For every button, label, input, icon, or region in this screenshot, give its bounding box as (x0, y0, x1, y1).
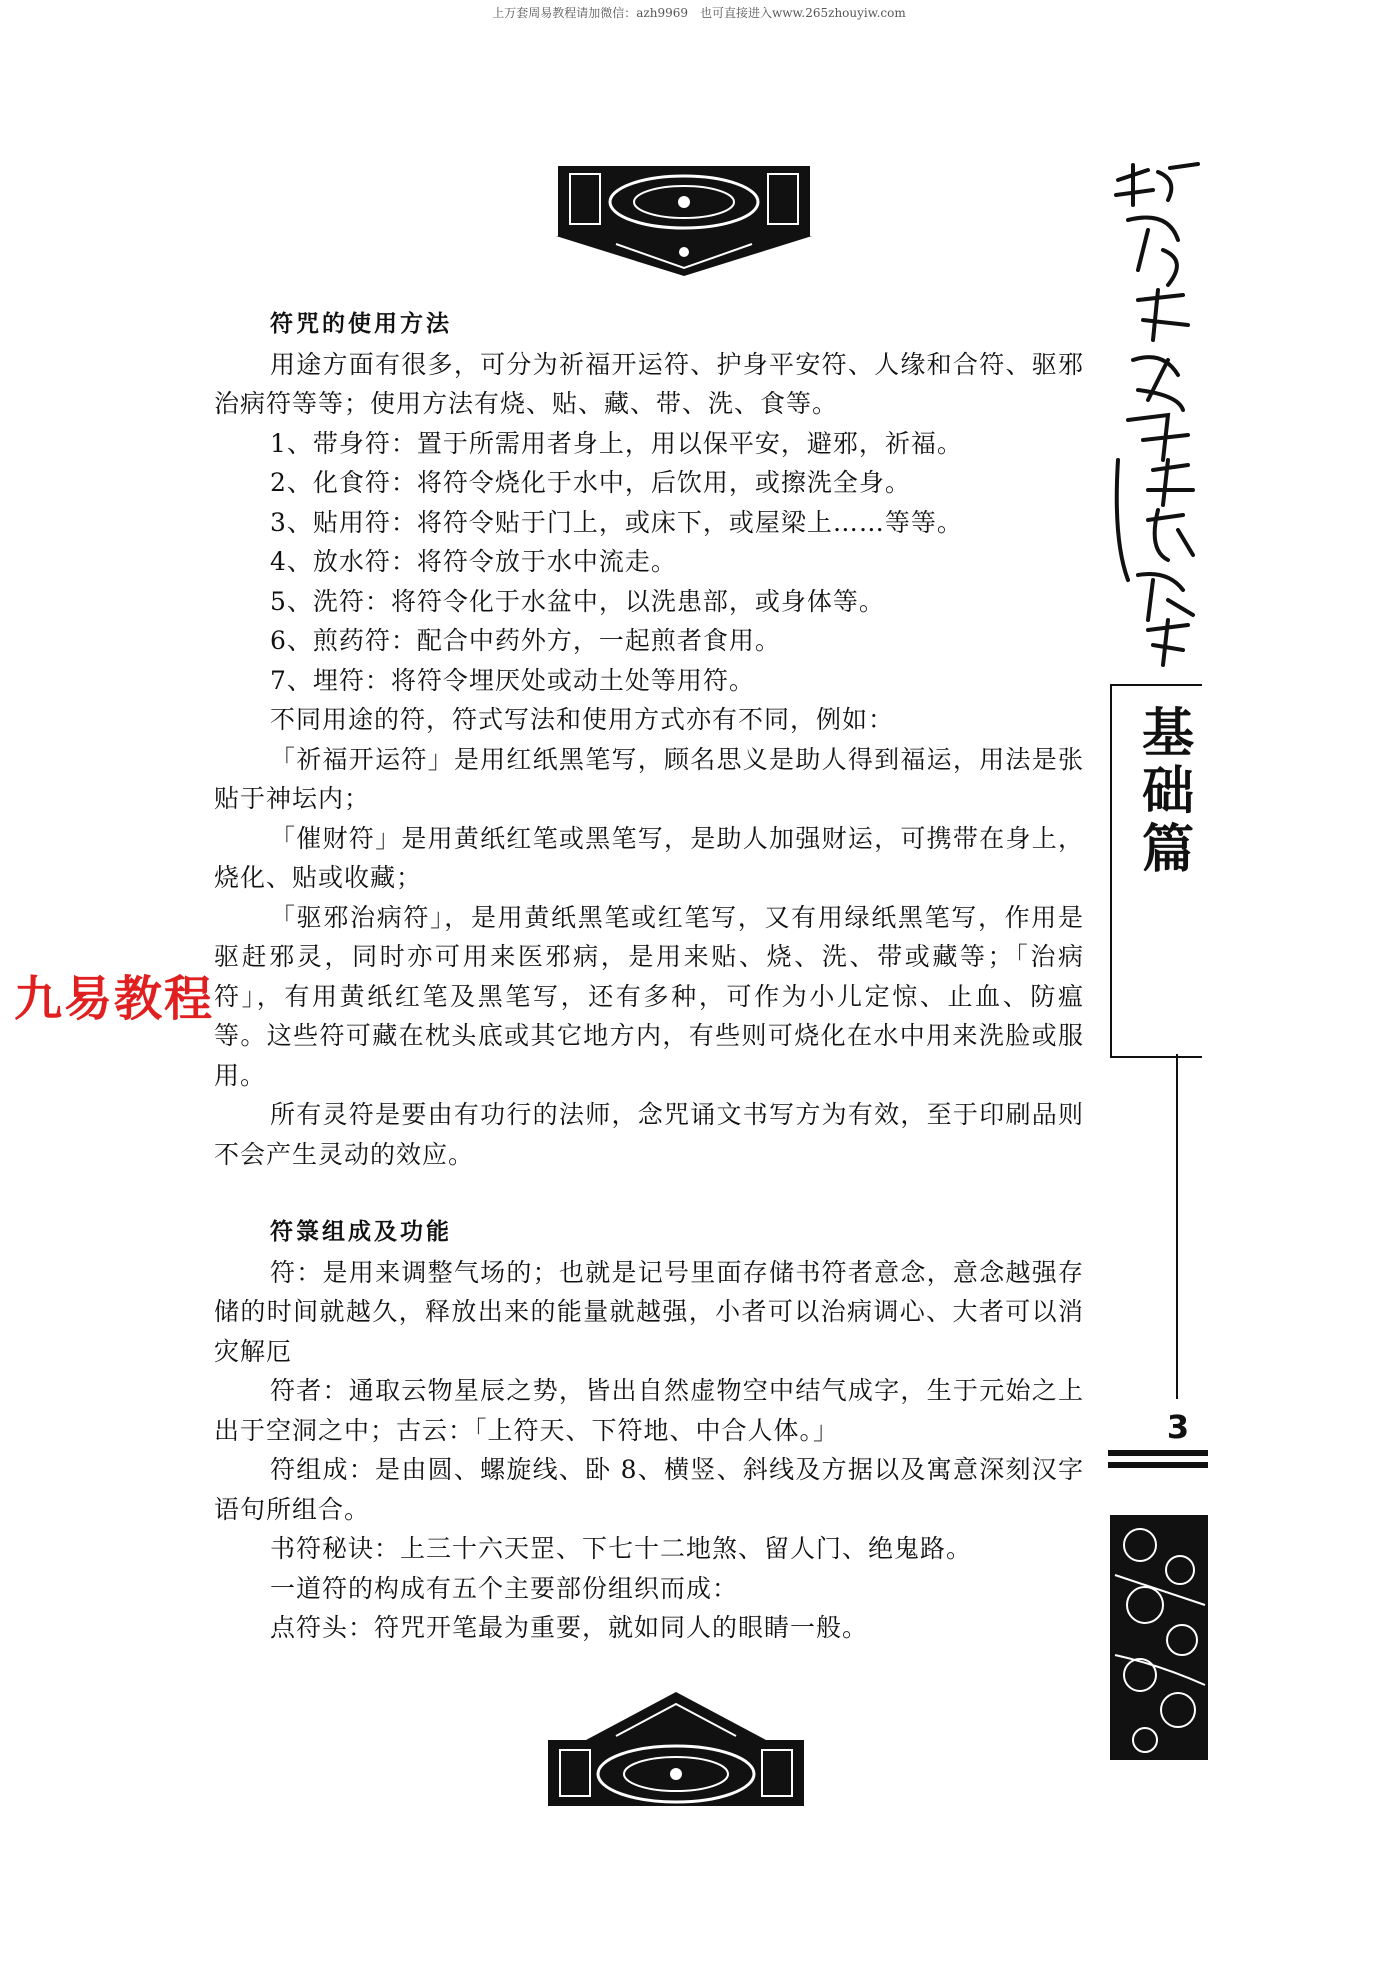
paragraph: 2、化食符：将符令烧化于水中，后饮用，或擦洗全身。 (270, 468, 911, 497)
watermark: 九易教程 (14, 971, 215, 1027)
paragraph: 点符头：符咒开笔最为重要，就如同人的眼睛一般。 (270, 1613, 869, 1642)
main-text (214, 305, 1084, 1648)
side-calligraphy-seal (1108, 160, 1208, 670)
side-ornament (1110, 1515, 1208, 1760)
paragraph: 4、放水符：将符令放于水中流走。 (270, 547, 677, 576)
paragraph: 一道符的构成有五个主要部份组织而成： (270, 1573, 739, 1603)
paragraph: 符组成：是由圆、螺旋线、卧 8、横竖、斜线及方据以及寓意深刻汉字语句所组合。 (214, 1455, 1084, 1524)
paragraph: 6、煎药符：配合中药外方，一起煎者食用。 (270, 626, 781, 655)
paragraph: 用途方面有很多，可分为祈福开运符、护身平安符、人缘和合符、驱邪治病符等等；使用方法有烧、贴、藏、带、洗、食等。 (214, 349, 1084, 418)
paragraph: 所有灵符是要由有功行的法师，念咒诵文书写方为有效，至于印刷品则不会产生灵动的效应。 (214, 1100, 1084, 1169)
paragraph: 「驱邪治病符」，是用黄纸黑笔或红笔写，又有用绿纸黑笔写，作用是驱赶邪灵，同时亦可用来医邪病，是用来贴、烧、洗、带或藏等；「治病符」，有用黄纸红笔及黑笔写，还有多种，可作为小儿定惊、止血、防瘟等。这些符可藏在枕头底或其它地方内，有些则可烧化在水中用来洗脸或服用。 (214, 902, 1084, 1090)
paragraph: 3、贴用符：将符令贴于门上，或床下，或屋梁上……等等。 (270, 507, 963, 537)
page-number: 3 (1166, 1408, 1190, 1446)
section-title: 基础篇 (1141, 704, 1194, 880)
header-note: 上万套周易教程请加微信：azh9969 也可直接进入www.265zhouyiw.com (492, 6, 906, 20)
paragraph: 7、埋符：将符令埋厌处或动土处等用符。 (270, 665, 755, 695)
paragraph: 书符秘诀：上三十六天罡、下七十二地煞、留人门、绝鬼路。 (270, 1534, 973, 1563)
divider-line (1176, 1054, 1178, 1399)
paragraph: 符者：通取云物星辰之势，皆出自然虚物空中结气成字，生于元始之上出于空洞之中；古云：「上符天、下符地、中合人体。」 (214, 1376, 1084, 1445)
paragraph: 符：是用来调整气场的；也就是记号里面存储书符者意念，意念越强存储的时间就越久，释放出来的能量就越强，小者可以治病调心、大者可以消灾解厄 (214, 1257, 1084, 1366)
paragraph: 「催财符」是用黄纸红笔或黑笔写，是助人加强财运，可携带在身上，烧化、贴或收藏； (214, 823, 1084, 892)
section-heading: 符咒的使用方法 (270, 311, 452, 337)
divider-rule (1108, 1450, 1208, 1456)
top-ornament (556, 164, 812, 278)
divider-rule (1108, 1462, 1208, 1468)
paragraph: 5、洗符：将符令化于水盆中，以洗患部，或身体等。 (270, 586, 885, 616)
paragraph: 不同用途的符，符式写法和使用方式亦有不同，例如： (270, 705, 895, 734)
section-heading: 符箓组成及功能 (270, 1219, 452, 1245)
bottom-ornament (546, 1690, 806, 1808)
paragraph: 1、带身符：置于所需用者身上，用以保平安，避邪，祈福。 (270, 428, 963, 458)
paragraph: 「祈福开运符」是用红纸黑笔写，顾名思义是助人得到福运，用法是张贴于神坛内； (214, 744, 1084, 813)
